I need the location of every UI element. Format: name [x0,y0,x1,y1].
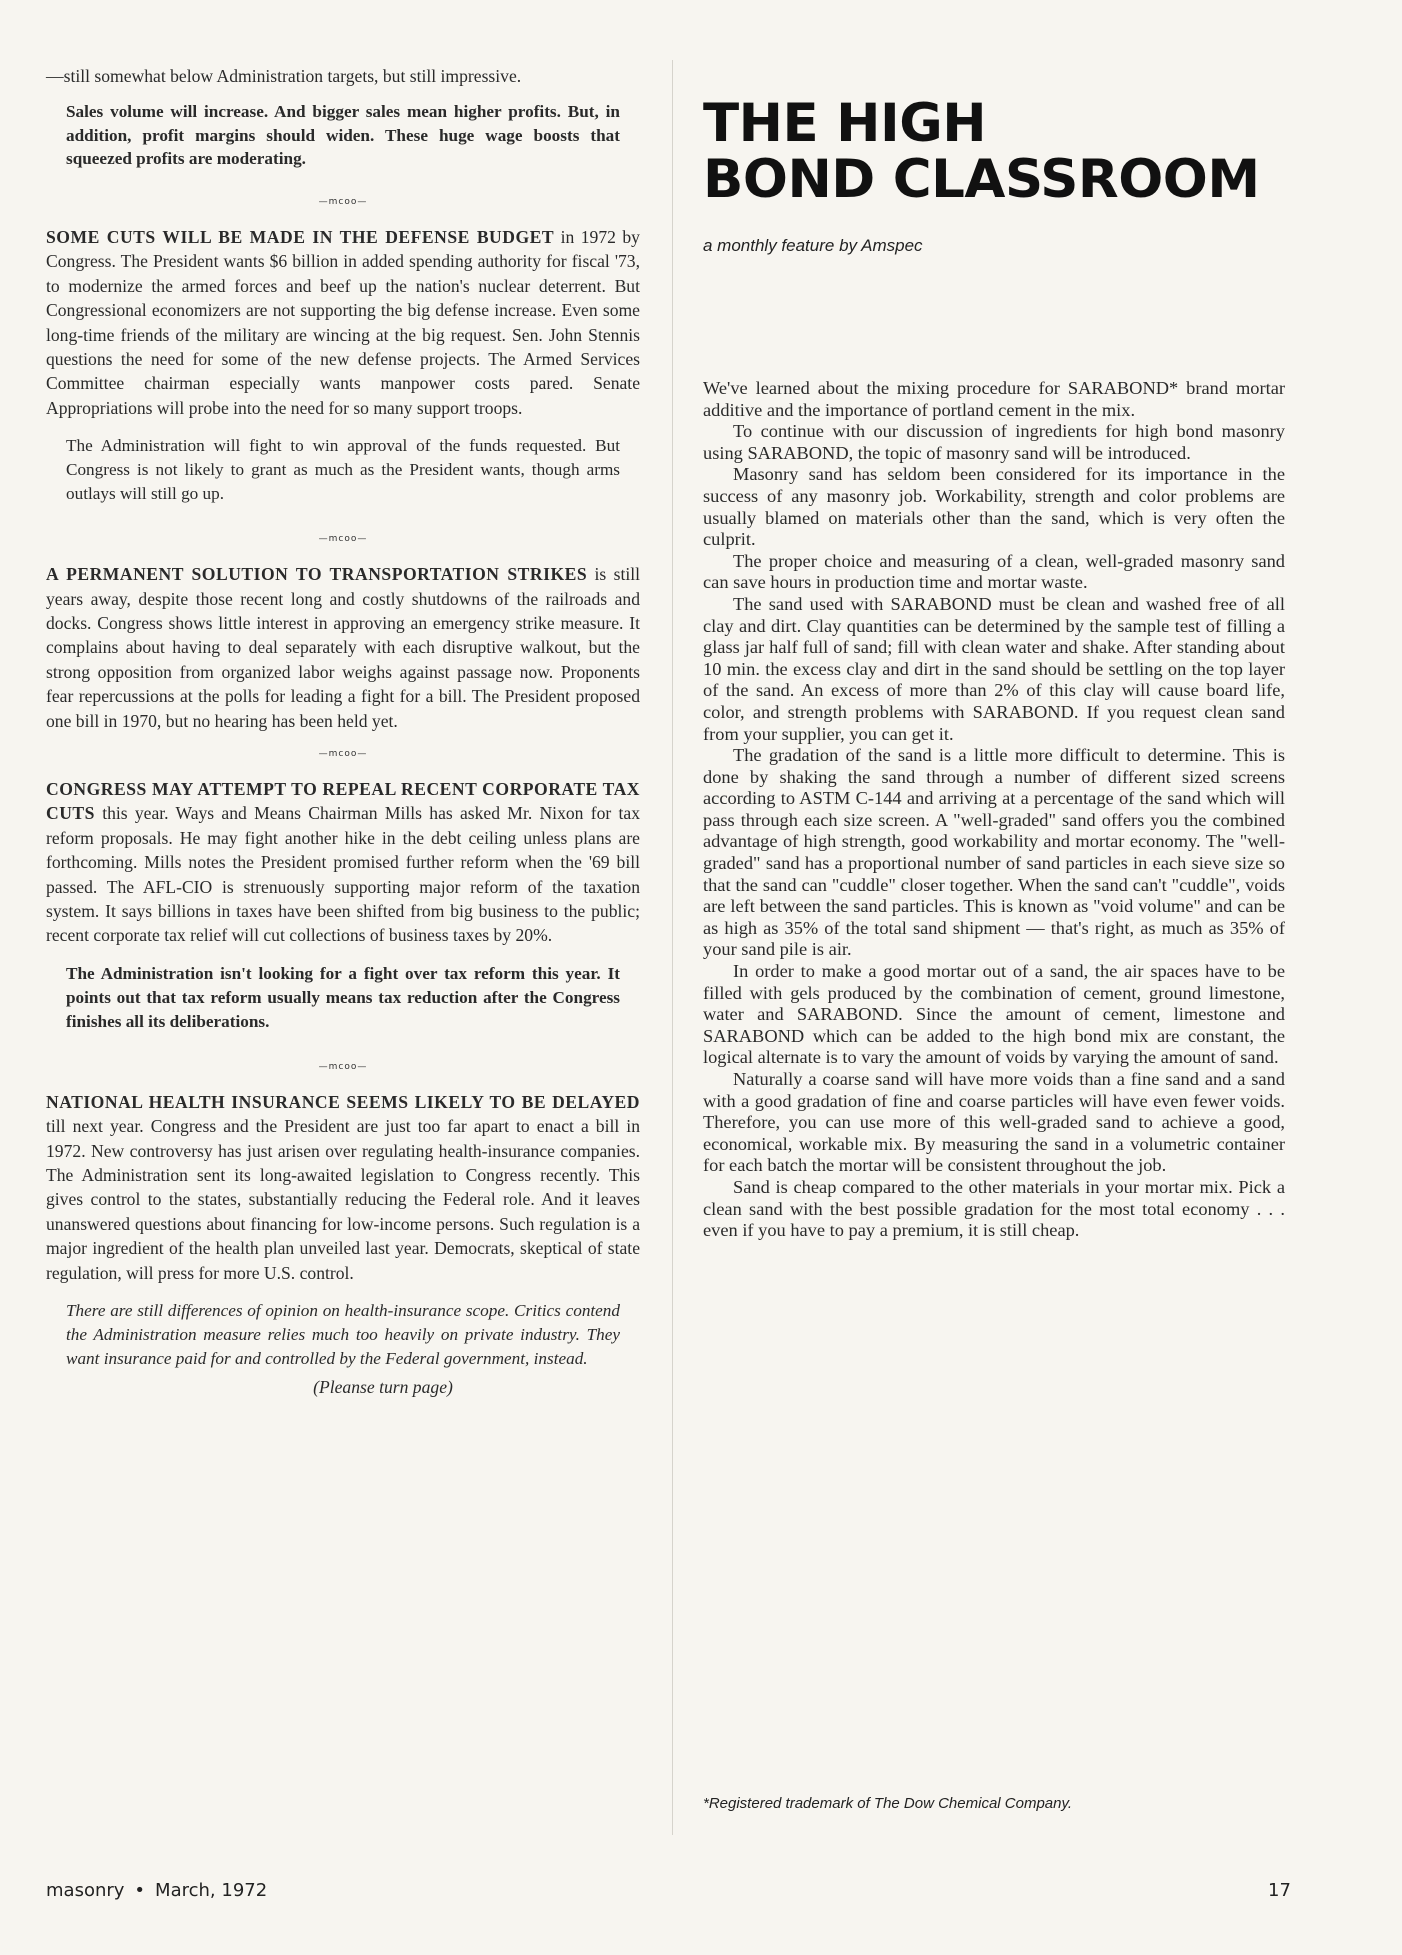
feature-subtitle: a monthly feature by Amspec [703,236,923,255]
story-defense [46,225,640,420]
lead-bold-paragraph: Sales volume will increase. And bigger sales mean higher profits. But, in addition, profit margins should widen. These huge wage boosts that squeezed profits are moderating. [66,102,620,169]
footer-date: March, 1972 [155,1880,268,1901]
lead-continuation: —still somewhat below Administration targets, but still impressive. [46,66,522,86]
right-column [703,60,1323,1812]
turn-page-note: (Pleanse turn page) [313,1377,453,1398]
story-health-headline: NATIONAL HEALTH INSURANCE SEEMS LIKELY TO BE DELAYED [46,1091,640,1112]
footer-magazine-name: masonry [46,1880,125,1901]
story-transportation-headline: A PERMANENT SOLUTION TO TRANSPORTATION STRIKES [46,564,588,585]
article-paragraph: Sand is cheap compared to the other materials in your mortar mix. Pick a clean sand with the best possible gradation for the most total economy . . . even if you have to pay a premium, it is still cheap. [703,1176,1285,1241]
story-tax-headline: CONGRESS MAY ATTEMPT TO REPEAL RECENT CORPORATE TAX CUTS [46,779,640,824]
story-tax [46,777,640,948]
feature-title-line1: THE HIGH [703,93,987,154]
article-paragraph: Naturally a coarse sand will have more voids than a fine sand and a sand with a good gradation of fine and coarse particles will have even fewer voids. Therefore, you can use more of this well-graded sand to achieve a good, economical, workable mix. By measuring the sand in a volumetric container for each batch the mortar will be consistent throughout the job. [703,1069,1285,1176]
footer-bullet: • [134,1880,146,1901]
separator: —mcoo— [318,749,368,759]
column-divider [672,60,673,1835]
story-tax-body: this year. Ways and Means Chairman Mills has asked Mr. Nixon for tax reform proposals. He may fight another hike in the debt ceiling unless plans are forthcoming. Mills notes the President promised further reform when the '69 bill passed. The AFL-CIO is strenuously supporting major reform of the taxation system. It says billions in taxes have been shifted from big business to the public; recent corporate tax relief will cut collections of business taxes by 20%. [46,803,640,946]
separator: —mcoo— [318,534,368,545]
story-health-body: till next year. Congress and the President are just too far apart to enact a bill in 1972. New controversy has just arisen over regulating health-insurance companies. The Administration sent its long-awaited legislation to Congress recently. This gives control to the states, substantially reducing the Federal role. And it leaves unanswered questions about financing for low-income persons. Such regulation is a major ingredient of the health plan unveiled last year. Democrats, skeptical of state regulation, will press for more U.S. control. [46,1116,640,1283]
trademark-footnote: *Registered trademark of The Dow Chemical Company. [703,1795,1073,1812]
feature-title [703,93,1323,210]
article-paragraph: Masonry sand has seldom been considered for its importance in the success of any masonry job. Workability, strength and color problems are usually blamed on materials other than the sand, which is very often the culprit. [703,464,1285,550]
feature-title-line2: BOND CLASSROOM [703,149,1260,210]
story-health [46,1090,640,1285]
story-tax-followup: The Administration isn't looking for a fight over tax reform this year. It points out that tax reform usually means tax reduction after the Congress finishes all its deliberations. [66,963,620,1031]
article-paragraph: To continue with our discussion of ingredients for high bond masonry using SARABOND, the topic of masonry sand will be introduced. [703,421,1285,463]
story-defense-followup: The Administration will fight to win approval of the funds requested. But Congress is not likely to grant as much as the President wants, though arms outlays will still go up. [66,436,620,504]
article-paragraph: The sand used with SARABOND must be clean and washed free of all clay and dirt. Clay quantities can be determined by the sample test of filling a glass jar half full of sand; fill with clean water and shake. After standing about 10 min. the excess clay and dirt in the sand should be settling on the top layer of the sand. An excess of more than 2% of this clay will cause board life, color, and strength problems with SARABOND. If you request clean sand from your supplier, you can get it. [703,593,1285,744]
article-paragraph: The gradation of the sand is a little more difficult to determine. This is done by shaking the sand through a number of different sized screens according to ASTM C-144 and arriving at a percentage of the sand which will pass through each size screen. A "well-graded" sand offers you the combined advantage of high strength, good workability and mortar economy. The "well-graded" sand has a proportional number of sand particles in each sieve size so that the sand can "cuddle" closer together. When the sand can't "cuddle", voids are left between the sand particles. This is known as "void volume" and can be as high as 35% of the total sand shipment — that's right, as much as 35% of your sand pile is air. [703,745,1285,960]
separator: —mcoo— [318,1061,368,1072]
article-paragraph: In order to make a good mortar out of a sand, the air spaces have to be filled with gels produced by the combination of cement, ground limestone, water and SARABOND. Since the amount of cement, limestone and SARABOND which can be added to the high bond mix are constant, the logical alternate is to vary the amount of voids by varying the amount of sand. [703,961,1285,1068]
article-paragraph: The proper choice and measuring of a clean, well-graded masonry sand can save hours in production time and mortar waste. [703,550,1285,593]
footer-publication [46,1880,267,1901]
left-column [46,64,640,1400]
story-defense-body: in 1972 by Congress. The President wants $6 billion in added spending authority for fiscal '73, to modernize the armed forces and beef up the nation's nuclear deterrent. But Congressional economizers are not supporting the big defense increase. Even some long-time friends of the military are wincing at the big request. Sen. John Stennis questions the need for some of the new defense projects. The Armed Services Committee chairman especially wants manpower costs pared. Senate Appropriations will probe into the need for so many support troops. [46,226,640,418]
story-transportation [46,562,640,733]
feature-article [703,378,1285,1242]
article-paragraph: We've learned about the mixing procedure for SARABOND* brand mortar additive and the importance of portland cement in the mix. [703,378,1285,420]
story-transportation-body: is still years away, despite those recent long and costly shutdowns of the railroads and docks. Congress shows little interest in approving an emergency strike measure. It complains about having to deal separately with each disruptive walkout, but the strong opposition from organized labor weighs against passage now. Proponents fear repercussions at the polls for leading a fight for a bill. The President proposed one bill in 1970, but no hearing has been held yet. [46,564,640,731]
separator: —mcoo— [318,196,368,207]
story-health-followup: There are still differences of opinion on health-insurance scope. Critics contend the Administration measure relies much too heavily on private industry. They want insurance paid for and controlled by the Federal government, instead. [66,1301,620,1369]
page-number: 17 [1268,1880,1291,1901]
story-defense-headline: SOME CUTS WILL BE MADE IN THE DEFENSE BUDGET [46,226,555,247]
